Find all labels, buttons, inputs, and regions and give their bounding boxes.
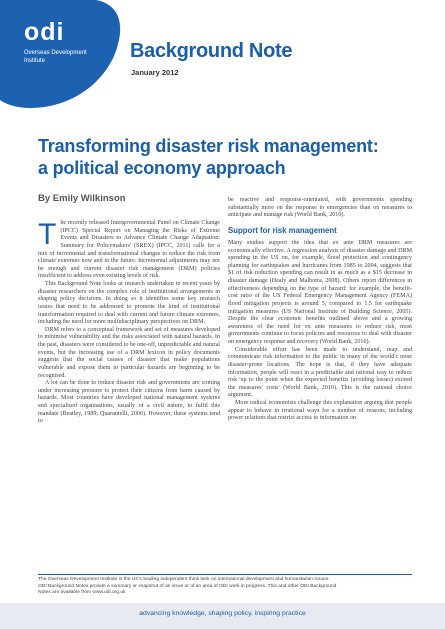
body-paragraph: DRM refers to a conceptual framework and set of measures developed to minimise vulnerability and the risks associated with natural hazards. In the past, disasters were considered to be one-off, unpredictable and natural events, but the increasing use of a DRM lexicon in policy documents suggests that the social causes of disaster that make populations vulnerable and expose them to particular hazards are beginning to be recognised. <box>38 326 220 379</box>
body-paragraph: This Background Note looks at research undertaken in recent years by disaster researchers on the complex role of institutional arrangements in shaping policy decisions. In doing so it identifies some key research issues that need to be addressed to promote the kind of institutional transformation required to deal with current and future climate extremes, including the need for more multidisciplinary perspectives on DRM. <box>38 281 220 326</box>
body-paragraph: More radical economists challenge this explanation arguing that people appear to behave in irrational ways for a number of reasons, including power relations that restrict access to information on <box>228 400 412 422</box>
title-line-2: a political economy approach <box>38 158 286 178</box>
title-line-1: Transforming disaster risk management: <box>38 136 379 156</box>
body-paragraph: be reactive and response-orientated, with governments spending substantially more on the response to emergencies than on measures to anticipate and manage risk (World Bank, 2010). <box>228 197 412 219</box>
footnote-line: Notes are available from www.odi.org.uk <box>38 590 126 596</box>
odi-logo-mark: odi <box>24 18 65 46</box>
body-paragraph: A lot can be done to reduce disaster risk and governments are coming under increasing pressure to protect their citizens from harm caused by hazards. Most countries have developed national management systems and specialised organisations, usually of a civil nature, to fulfil this mandate (Beatley, 1989; Quarantelli, 2000). However, these systems tend to <box>38 380 220 425</box>
page-title <box>38 135 418 179</box>
drop-cap: T <box>38 218 57 251</box>
footnote-rule <box>38 574 412 575</box>
series-title: Background Note <box>130 40 293 62</box>
footer-bar <box>0 603 445 629</box>
body-paragraph: Considerable effort has been made to understand, map and communicate risk information to the public in many of the world's most disaster-prone locations. The hope is that, if they have adequate information, people will react in a predictable and rational way to reduce risk 'up to the point when the expected benefits (avoiding losses) exceed the measures' costs' (World Bank, 2010). This is the rational choice argument. <box>228 346 412 399</box>
section-heading: Support for risk management <box>228 225 337 235</box>
author-byline: By Emily Wilkinson <box>38 193 126 204</box>
odi-logo-name: Overseas Development Institute <box>24 50 87 64</box>
odi-logo <box>24 18 108 65</box>
tagline: advancing knowledge, shaping policy, inspiring practice <box>139 610 306 617</box>
footnote-line: ODI Background Notes provide a summary or snapshot of an issue or of an area of ODI work in progress. This and other ODI Background <box>38 583 337 589</box>
body-paragraph: Many studies support the idea that ex ante DRM measures are economically effective. A regression analysis of disaster damage and DRM spending in the US on, for example, flood protection and contingency planning for earthquakes and hurricanes from 1985 to 2004, suggests that $1 of risk reduction spending can result in as much as a $15 decrease in disaster damage (Healy and Malhotra, 2008). Others report differences in effectiveness depending on the type of hazard: for example, the benefit-cost ratio of the US Federal Emergency Management Agency (FEMA) flood mitigation projects is around 5, compared to 1.5 for earthquake mitigation measures (US National Institute of Building Science, 2005). Despite the clear economic benefits outlined above and a growing awareness of the need for ex ante measures to reduce risk, most governments continue to focus policies and resources to deal with disaster on emergency response and recovery (World Bank, 2010). <box>228 239 412 345</box>
footnote <box>38 577 412 597</box>
footnote-line: The Overseas Development Institute is the UK's leading independent think tank on international development and humanitarian issues. <box>38 577 330 582</box>
issue-date: January 2012 <box>131 68 179 77</box>
left-column <box>38 220 220 426</box>
intro-paragraph: The recently released Intergovernmental Panel on Climate Change (IPCC) 'Special Report on Managing the Risks of Extreme Events and Disasters to Advance Climate Change Adaptation: Summary for Policymakers' (SREX) (IPCC, 2011) calls for a mix of incremental and transformational changes to reduce the risk from climate extremes now and in the future. Incremental adjustments may not be enough and current disaster risk management (DRM) policies insufficient to address even existing levels of risk. <box>38 218 220 280</box>
right-column <box>228 197 412 423</box>
